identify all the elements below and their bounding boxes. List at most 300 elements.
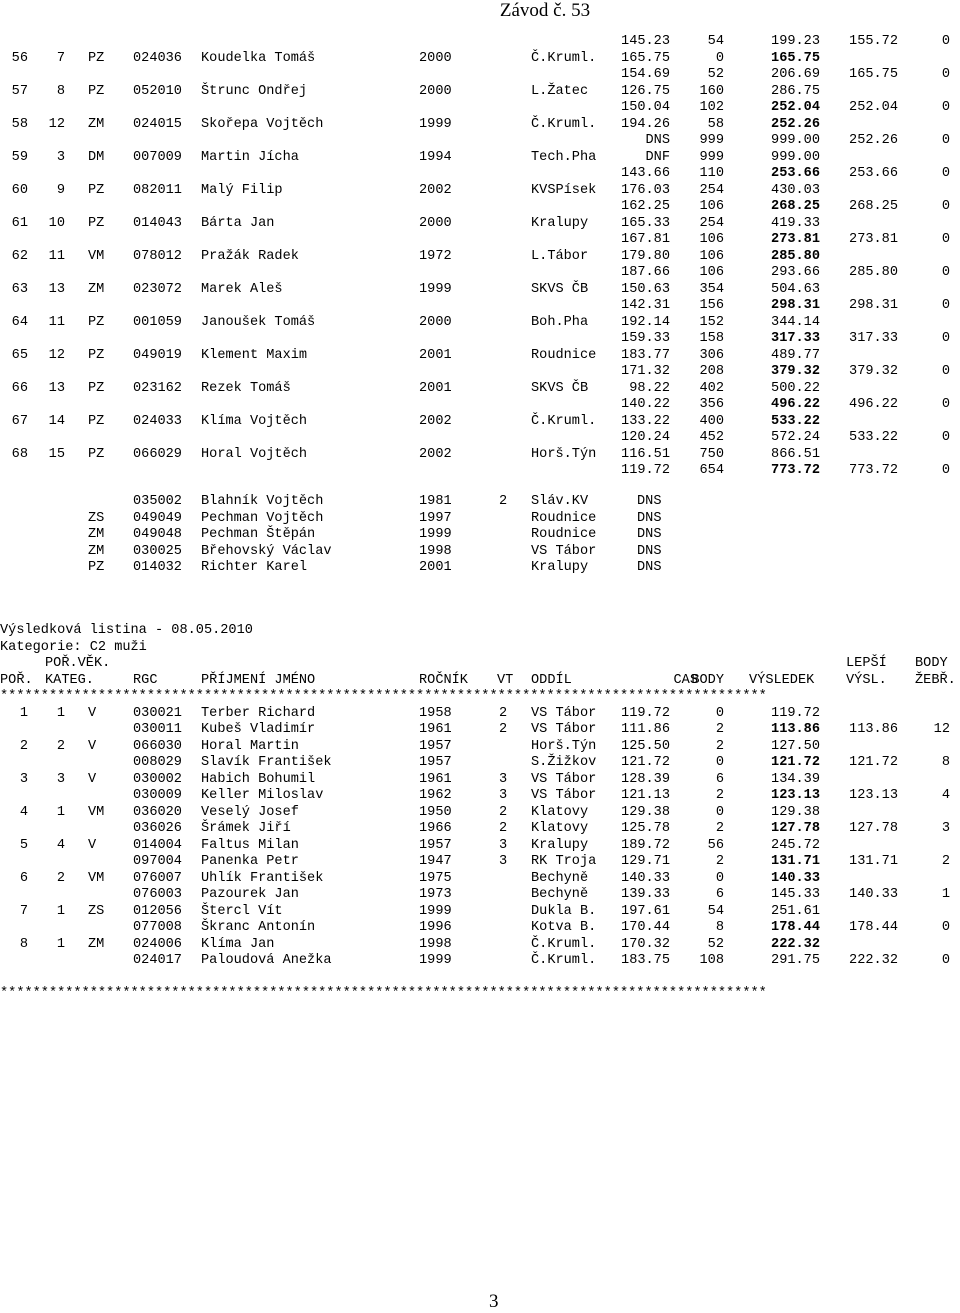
rgc-cell: 077008	[133, 920, 182, 935]
penalty-cell: 306	[699, 347, 724, 363]
result-row	[0, 298, 960, 315]
rgc-cell: 024015	[133, 116, 182, 132]
best-cell: 317.33	[849, 331, 898, 346]
ladder-cell: 0	[941, 298, 950, 313]
result-cell: 533.22	[771, 413, 820, 429]
vt-cell: 3	[499, 771, 508, 787]
time-cell: 165.75	[621, 50, 670, 66]
result-row	[0, 249, 960, 266]
rgc-cell: 030011	[133, 722, 182, 737]
year-cell: 2000	[419, 215, 452, 231]
category-line	[0, 640, 960, 657]
name-cell: Martin Jícha	[201, 149, 299, 165]
result-row	[0, 430, 960, 447]
result-cell: 251.61	[771, 903, 820, 919]
dns-row	[0, 527, 960, 544]
ladder-cell: 0	[941, 953, 950, 968]
club-cell: Bechyně	[531, 887, 589, 902]
best-cell: 253.66	[849, 166, 898, 181]
dns-row	[0, 560, 960, 577]
rgc-cell: 024006	[133, 936, 182, 952]
time-cell: 187.66	[621, 265, 670, 280]
dns-row	[0, 544, 960, 561]
time-cell: 129.71	[621, 854, 670, 869]
status-cell: DNS	[637, 510, 662, 526]
club-cell: Č.Kruml.	[531, 936, 597, 952]
rgc-cell: 024033	[133, 413, 182, 429]
penalty-cell: 750	[699, 446, 724, 462]
cat-rank-cell: 10	[48, 215, 65, 231]
points-cell: 2	[715, 788, 724, 803]
time-cell: 140.22	[621, 397, 670, 412]
result-row	[0, 953, 960, 970]
result-cell: 127.78	[771, 821, 820, 836]
time-cell: 126.75	[621, 83, 670, 99]
club-cell: SKVS ČB	[531, 281, 589, 297]
year-cell: 1957	[419, 738, 452, 754]
result-row	[0, 232, 960, 249]
points-cell: 52	[707, 936, 724, 952]
ladder-cell: 0	[941, 331, 950, 346]
club-cell: Kralupy	[531, 560, 589, 575]
time-cell: 119.72	[621, 463, 670, 478]
rank-cell: 62	[11, 248, 28, 264]
time-cell: 139.33	[621, 887, 670, 902]
rgc-cell: 066029	[133, 446, 182, 462]
best-cell: 773.72	[849, 463, 898, 478]
category-cell: PZ	[88, 347, 105, 363]
result-row	[0, 887, 960, 904]
rank-cell: 7	[19, 903, 28, 919]
rgc-cell: 066030	[133, 738, 182, 754]
penalty-cell: 0	[715, 50, 724, 66]
club-cell: Kralupy	[531, 837, 589, 853]
club-cell: VS Tábor	[531, 771, 597, 787]
rgc-cell: 030009	[133, 788, 182, 803]
result-cell: 245.72	[771, 837, 820, 853]
time-cell: 170.32	[621, 936, 670, 952]
result-row	[0, 265, 960, 282]
year-cell: 2001	[419, 560, 452, 575]
result-cell: 430.03	[771, 182, 820, 198]
rgc-cell: 008029	[133, 755, 182, 770]
result-row	[0, 937, 960, 954]
result-row	[0, 821, 960, 838]
result-row	[0, 282, 960, 299]
result-row	[0, 447, 960, 464]
age-rank-cell: 1	[56, 804, 65, 820]
penalty-cell: 106	[699, 199, 724, 214]
ladder-cell: 12	[933, 722, 950, 737]
result-cell: 999.00	[771, 149, 820, 165]
result-cell: 252.04	[771, 100, 820, 115]
category-cell: ZM	[88, 543, 105, 559]
points-cell: 0	[715, 755, 724, 770]
result-row	[0, 331, 960, 348]
age-category-cell: VM	[88, 870, 105, 886]
name-cell: Pražák Radek	[201, 248, 299, 264]
ladder-cell: 3	[941, 821, 950, 836]
cat-rank-cell: 11	[48, 248, 65, 264]
result-cell: 140.33	[771, 870, 820, 886]
penalty-cell: 254	[699, 215, 724, 231]
result-cell: 131.71	[771, 854, 820, 869]
result-cell: 489.77	[771, 347, 820, 363]
rank-cell: 5	[19, 837, 28, 853]
best-cell: 533.22	[849, 430, 898, 445]
name-cell: Bárta Jan	[201, 215, 275, 231]
result-cell: 286.75	[771, 83, 820, 99]
best-cell: 155.72	[849, 34, 898, 49]
age-category-cell: V	[88, 837, 97, 853]
year-cell: 1981	[419, 494, 452, 509]
age-rank-cell: 2	[56, 870, 65, 886]
category-label: Kategorie: C2 muži	[0, 639, 147, 655]
result-cell: 572.24	[771, 430, 820, 445]
result-row	[0, 100, 960, 117]
year-cell: 1950	[419, 804, 452, 820]
result-cell: 298.31	[771, 298, 820, 313]
rgc-cell: 049019	[133, 347, 182, 363]
page-number: 3	[489, 1291, 499, 1312]
rank-cell: 3	[19, 771, 28, 787]
rgc-cell: 030025	[133, 543, 182, 559]
result-cell: 222.32	[771, 936, 820, 952]
name-cell: Klíma Jan	[201, 936, 275, 952]
ladder-cell: 0	[941, 67, 950, 82]
time-cell: 167.81	[621, 232, 670, 247]
name-cell: Rezek Tomáš	[201, 380, 291, 396]
category-cell: PZ	[88, 314, 105, 330]
cat-rank-cell: 14	[48, 413, 65, 429]
ladder-cell: 8	[941, 755, 950, 770]
year-cell: 1973	[419, 887, 452, 902]
did-not-start-list	[0, 494, 960, 577]
time-cell: 111.86	[621, 722, 670, 737]
category-cell: ZM	[88, 281, 105, 297]
status-cell: DNS	[637, 494, 662, 509]
category-cell: ZS	[88, 510, 105, 526]
rank-cell: 8	[19, 936, 28, 952]
name-cell: Faltus Milan	[201, 837, 299, 853]
footer-separator-line	[0, 986, 960, 1003]
year-cell: 1996	[419, 920, 452, 935]
rgc-cell: 076007	[133, 870, 182, 886]
club-cell: Bechyně	[531, 870, 589, 886]
time-cell: 150.63	[621, 281, 670, 297]
name-cell: Pazourek Jan	[201, 887, 299, 902]
club-cell: VS Tábor	[531, 788, 597, 803]
result-cell: 317.33	[771, 331, 820, 346]
result-cell: 773.72	[771, 463, 820, 478]
separator-stars: **********************************************************************************************	[0, 689, 767, 704]
club-cell: Roudnice	[531, 347, 597, 363]
name-cell: Blahník Vojtěch	[201, 494, 324, 509]
cat-rank-cell: 13	[48, 281, 65, 297]
club-cell: L.Tábor	[531, 248, 589, 264]
result-cell: 123.13	[771, 788, 820, 803]
year-cell: 1994	[419, 149, 452, 165]
best-cell: 252.26	[849, 133, 898, 148]
result-cell: 252.26	[771, 116, 820, 132]
best-cell: 178.44	[849, 920, 898, 935]
penalty-cell: 999	[699, 133, 724, 148]
year-cell: 1962	[419, 788, 452, 803]
result-cell: 129.38	[771, 804, 820, 820]
time-cell: 183.75	[621, 953, 670, 968]
category-cell: PZ	[88, 413, 105, 429]
time-cell: 120.24	[621, 430, 670, 445]
age-category-cell: V	[88, 738, 97, 754]
result-row	[0, 805, 960, 822]
year-cell: 2001	[419, 347, 452, 363]
category-cell: PZ	[88, 83, 105, 99]
rgc-cell: 012056	[133, 903, 182, 919]
club-cell: S.Žižkov	[531, 755, 597, 770]
dns-row	[0, 511, 960, 528]
result-row	[0, 463, 960, 480]
category-cell: PZ	[88, 380, 105, 396]
listing-date-heading: Výsledková listina - 08.05.2010	[0, 623, 253, 638]
age-rank-cell: 1	[56, 903, 65, 919]
best-cell: 285.80	[849, 265, 898, 280]
points-cell: 108	[699, 953, 724, 968]
result-row	[0, 739, 960, 756]
ladder-cell: 0	[941, 166, 950, 181]
year-cell: 1998	[419, 543, 452, 559]
result-row	[0, 706, 960, 723]
cat-rank-cell: 12	[48, 116, 65, 132]
club-cell: Č.Kruml.	[531, 116, 597, 132]
result-cell: 999.00	[771, 133, 820, 148]
result-row	[0, 722, 960, 739]
points-cell: 56	[707, 837, 724, 853]
penalty-cell: 356	[699, 397, 724, 412]
best-cell: 140.33	[849, 887, 898, 902]
penalty-cell: 106	[699, 265, 724, 280]
header-body: BODY	[915, 656, 948, 671]
result-cell: 119.72	[771, 705, 820, 721]
result-row	[0, 788, 960, 805]
penalty-cell: 999	[699, 149, 724, 165]
ladder-cell: 1	[941, 887, 950, 902]
rank-cell: 65	[11, 347, 28, 363]
club-cell: Boh.Pha	[531, 314, 589, 330]
club-cell: Kralupy	[531, 215, 589, 231]
points-cell: 2	[715, 821, 724, 836]
time-cell: 170.44	[621, 920, 670, 935]
cat-rank-cell: 11	[48, 314, 65, 330]
rgc-cell: 078012	[133, 248, 182, 264]
penalty-cell: 58	[707, 116, 724, 132]
club-cell: Kotva B.	[531, 920, 597, 935]
club-cell: VS Tábor	[531, 543, 597, 559]
rgc-cell: 076003	[133, 887, 182, 902]
time-cell: 150.04	[621, 100, 670, 115]
rank-cell: 2	[19, 738, 28, 754]
points-cell: 6	[715, 771, 724, 787]
year-cell: 1997	[419, 510, 452, 526]
time-cell: 165.33	[621, 215, 670, 231]
header-rgc: RGC	[133, 672, 158, 688]
rank-cell: 56	[11, 50, 28, 66]
year-cell: 1957	[419, 837, 452, 853]
rgc-cell: 014004	[133, 837, 182, 853]
time-cell: 154.69	[621, 67, 670, 82]
ladder-cell: 0	[941, 100, 950, 115]
time-cell: 116.51	[621, 446, 670, 462]
rgc-cell: 030021	[133, 705, 182, 721]
cat-rank-cell: 8	[56, 83, 65, 99]
ladder-cell: 2	[941, 854, 950, 869]
header-year: ROČNÍK	[419, 672, 468, 688]
penalty-cell: 402	[699, 380, 724, 396]
club-cell: Klatovy	[531, 821, 589, 836]
vt-cell: 2	[499, 821, 508, 836]
club-cell: RK Troja	[531, 854, 597, 869]
time-cell: 140.33	[621, 870, 670, 886]
cat-rank-cell: 9	[56, 182, 65, 198]
club-cell: Č.Kruml.	[531, 50, 597, 66]
year-cell: 1972	[419, 248, 452, 264]
year-cell: 1957	[419, 755, 452, 770]
rank-cell: 58	[11, 116, 28, 132]
best-cell: 127.78	[849, 821, 898, 836]
year-cell: 1999	[419, 116, 452, 132]
best-cell: 121.72	[849, 755, 898, 770]
best-cell: 165.75	[849, 67, 898, 82]
result-cell: 113.86	[771, 722, 820, 737]
header-points: BODY	[691, 672, 724, 688]
year-cell: 1958	[419, 705, 452, 721]
result-cell: 285.80	[771, 248, 820, 264]
vt-cell: 3	[499, 837, 508, 853]
ladder-cell: 4	[941, 788, 950, 803]
rgc-cell: 023072	[133, 281, 182, 297]
vt-cell: 3	[499, 854, 508, 869]
name-cell: Štercl Vít	[201, 903, 283, 919]
time-cell: 179.80	[621, 248, 670, 264]
result-cell: 199.23	[771, 34, 820, 49]
ladder-cell: 0	[941, 265, 950, 280]
result-row	[0, 183, 960, 200]
result-row	[0, 133, 960, 150]
age-category-cell: V	[88, 771, 97, 787]
rgc-cell: 049048	[133, 527, 182, 542]
club-cell: Tech.Pha	[531, 149, 597, 165]
rank-cell: 63	[11, 281, 28, 297]
column-header-line-2	[0, 673, 960, 690]
result-row	[0, 199, 960, 216]
time-cell: DNS	[645, 133, 670, 148]
year-cell: 1999	[419, 527, 452, 542]
points-cell: 6	[715, 887, 724, 902]
header-por-vek: POŘ.VĚK.	[45, 656, 111, 671]
club-cell: Č.Kruml.	[531, 953, 597, 968]
penalty-cell: 158	[699, 331, 724, 346]
best-cell: 496.22	[849, 397, 898, 412]
result-row	[0, 397, 960, 414]
penalty-cell: 54	[707, 34, 724, 49]
vt-cell: 2	[499, 494, 508, 509]
rgc-cell: 014032	[133, 560, 182, 575]
year-cell: 2002	[419, 413, 452, 429]
cat-rank-cell: 15	[48, 446, 65, 462]
rgc-cell: 024036	[133, 50, 182, 66]
penalty-cell: 254	[699, 182, 724, 198]
result-row	[0, 838, 960, 855]
name-cell: Habich Bohumil	[201, 771, 316, 787]
rgc-cell: 023162	[133, 380, 182, 396]
age-rank-cell: 3	[56, 771, 65, 787]
vt-cell: 2	[499, 722, 508, 737]
result-row	[0, 904, 960, 921]
cat-rank-cell: 12	[48, 347, 65, 363]
category-cell: PZ	[88, 182, 105, 198]
penalty-cell: 156	[699, 298, 724, 313]
ladder-cell: 0	[941, 133, 950, 148]
name-cell: Malý Filip	[201, 182, 283, 198]
result-cell: 134.39	[771, 771, 820, 787]
vt-cell: 3	[499, 788, 508, 803]
time-cell: 197.61	[621, 903, 670, 919]
year-cell: 2000	[419, 50, 452, 66]
name-cell: Uhlík František	[201, 870, 324, 886]
previous-category-results	[0, 34, 960, 480]
vt-cell: 2	[499, 705, 508, 721]
rank-cell: 6	[19, 870, 28, 886]
points-cell: 54	[707, 903, 724, 919]
age-category-cell: VM	[88, 804, 105, 820]
result-row	[0, 871, 960, 888]
penalty-cell: 102	[699, 100, 724, 115]
name-cell: Břehovský Václav	[201, 543, 332, 559]
result-row	[0, 772, 960, 789]
age-rank-cell: 4	[56, 837, 65, 853]
result-row	[0, 414, 960, 431]
result-row	[0, 117, 960, 134]
rgc-cell: 082011	[133, 182, 182, 198]
points-cell: 2	[715, 738, 724, 754]
name-cell: Slavík František	[201, 755, 332, 770]
age-category-cell: ZM	[88, 936, 105, 952]
rgc-cell: 024017	[133, 953, 182, 968]
penalty-cell: 110	[699, 166, 724, 181]
result-row	[0, 84, 960, 101]
ladder-cell: 0	[941, 364, 950, 379]
time-cell: 121.72	[621, 755, 670, 770]
best-cell: 273.81	[849, 232, 898, 247]
name-cell: Veselý Josef	[201, 804, 299, 820]
result-cell: 121.72	[771, 755, 820, 770]
club-cell: Sláv.KV	[531, 494, 589, 509]
time-cell: 128.39	[621, 771, 670, 787]
result-cell: 379.32	[771, 364, 820, 379]
category-cell: PZ	[88, 215, 105, 231]
results-listing-c2-men	[0, 623, 960, 1003]
rgc-cell: 036020	[133, 804, 182, 820]
name-cell: Skořepa Vojtěch	[201, 116, 324, 132]
best-cell: 222.32	[849, 953, 898, 968]
name-cell: Škranc Antonín	[201, 920, 316, 935]
name-cell: Horal Martin	[201, 738, 299, 754]
time-cell: 145.23	[621, 34, 670, 49]
time-cell: 189.72	[621, 837, 670, 853]
year-cell: 2002	[419, 446, 452, 462]
time-cell: 142.31	[621, 298, 670, 313]
points-cell: 2	[715, 722, 724, 737]
best-cell: 113.86	[849, 722, 898, 737]
